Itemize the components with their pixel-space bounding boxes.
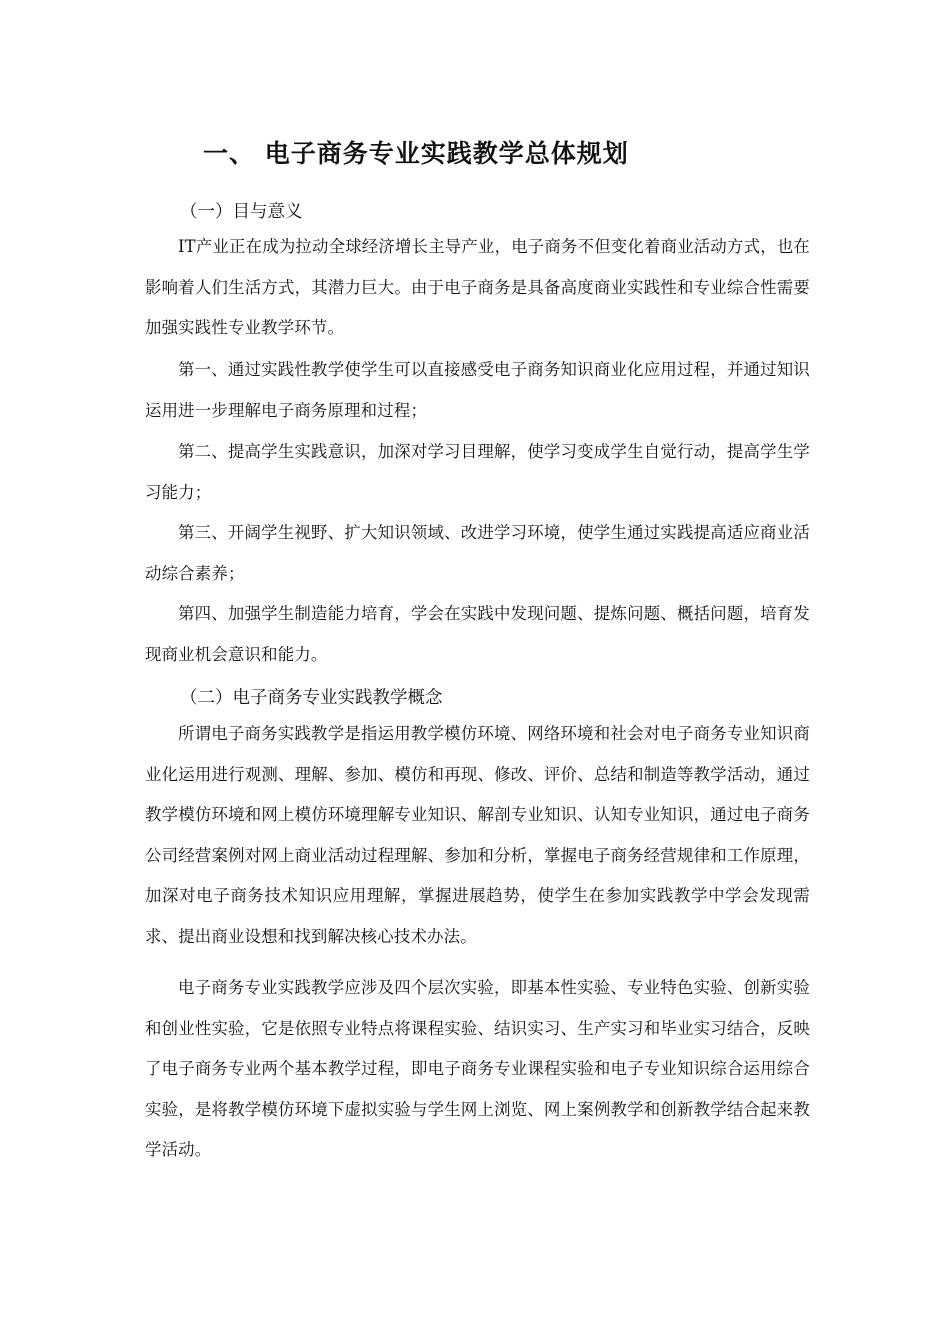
paragraph-point-two: 第二、提高学生实践意识，加深对学习目理解，使学习变成学生自觉行动，提高学生学习能力； xyxy=(145,442,810,502)
paragraph-point-four: 第四、加强学生制造能力培育，学会在实践中发现问题、提炼问题、概括问题，培育发现商业机会意识和能力。 xyxy=(145,604,810,664)
document-title: 一、 电子商务专业实践教学总体规划 xyxy=(203,139,629,168)
paragraph-intro: IT产业正在成为拉动全球经济增长主导产业，电子商务不但变化着商业活动方式，也在影响着人们生活方式，其潜力巨大。由于电子商务是具备高度商业实践性和专业综合性需要加强实践性专业教学环节。 xyxy=(145,237,810,337)
paragraph-point-three: 第三、开阔学生视野、扩大知识领域、改进学习环境，使学生通过实践提高适应商业活动综合素养； xyxy=(145,523,810,583)
paragraph-point-one: 第一、通过实践性教学使学生可以直接感受电子商务知识商业化应用过程，并通过知识运用进一步理解电子商务原理和过程； xyxy=(145,360,810,420)
paragraph-concept-levels: 电子商务专业实践教学应涉及四个层次实验，即基本性实验、专业特色实验、创新实验和创业性实验，它是依照专业特点将课程实验、结识实习、生产实习和毕业实习结合，反映了电子商务专业两个基本教学过程，即电子商务专业课程实验和电子专业知识综合运用综合实验，是将教学模仿环境下虚拟实验与学生网上浏览、网上案例教学和创新教学结合起来教学活动。 xyxy=(145,978,810,1159)
section-heading-concept: （二）电子商务专业实践教学概念 xyxy=(180,688,443,708)
section-heading-purpose: （一）目与意义 xyxy=(180,202,303,222)
paragraph-concept-definition: 所谓电子商务实践教学是指运用教学模仿环境、网络环境和社会对电子商务专业知识商业化运用进行观测、理解、参加、模仿和再现、修改、评价、总结和制造等教学活动，通过教学模仿环境和网上模仿环境理解专业知识、解剖专业知识、认知专业知识，通过电子商务公司经营案例对网上商业活动过程理解、参加和分析，掌握电子商务经营规律和工作原理，加深对电子商务技术知识应用理解，掌握进展趋势，使学生在参加实践教学中学会发现需求、提出商业设想和找到解决核心技术办法。 xyxy=(145,724,810,946)
